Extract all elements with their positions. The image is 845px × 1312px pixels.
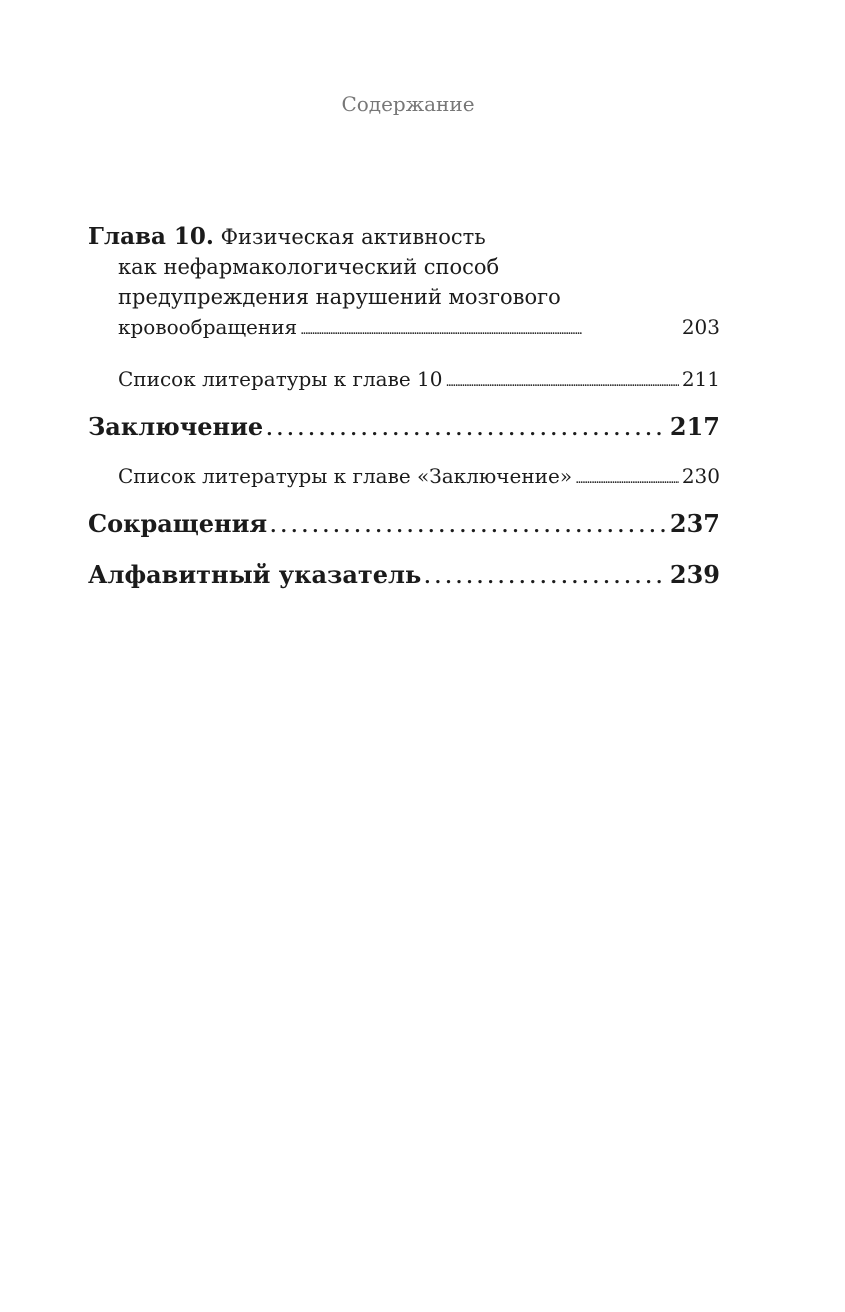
toc-entry-bibliography-chapter-10[interactable] [88,364,720,398]
index-title: Алфавитный указатель [88,560,422,589]
table-of-contents [88,222,720,595]
toc-entry-bibliography-conclusion[interactable] [88,461,720,495]
bibliography-chapter-10-title: Список литературы к главе 10 [118,367,443,391]
running-head-title: Содержание [341,92,475,116]
abbreviations-title: Сокращения [88,509,268,538]
dot-leader [266,410,667,447]
chapter-10-title-line-3: предупреждения нарушений мозгового [118,285,561,309]
chapter-10-last-line [88,312,720,346]
dot-leader [446,364,679,398]
chapter-10-title-line-1: Физическая активность [220,225,486,249]
toc-entry-chapter-10[interactable] [88,222,720,346]
bibliography-conclusion-page-number: 230 [681,464,720,488]
dot-leader [300,312,679,346]
chapter-10-first-line [88,222,720,252]
bibliography-conclusion-title: Список литературы к главе «Заключение» [118,464,573,488]
conclusion-page-number: 217 [669,412,720,441]
conclusion-title: Заключение [88,412,264,441]
dot-leader [575,461,679,495]
toc-entry-abbreviations[interactable] [88,507,720,544]
dot-leader [424,558,667,595]
dot-leader [270,507,667,544]
chapter-10-title-line-4: кровообращения [118,315,298,339]
chapter-10-title-line-2: как нефармакологический способ [118,255,500,279]
chapter-10-label: Глава 10. [88,223,214,250]
abbreviations-page-number: 237 [669,509,720,538]
bibliography-chapter-10-page-number: 211 [681,367,720,391]
toc-entry-index[interactable] [88,558,720,595]
chapter-10-page-number: 203 [681,315,720,339]
toc-entry-conclusion[interactable] [88,410,720,447]
index-page-number: 239 [669,560,720,589]
